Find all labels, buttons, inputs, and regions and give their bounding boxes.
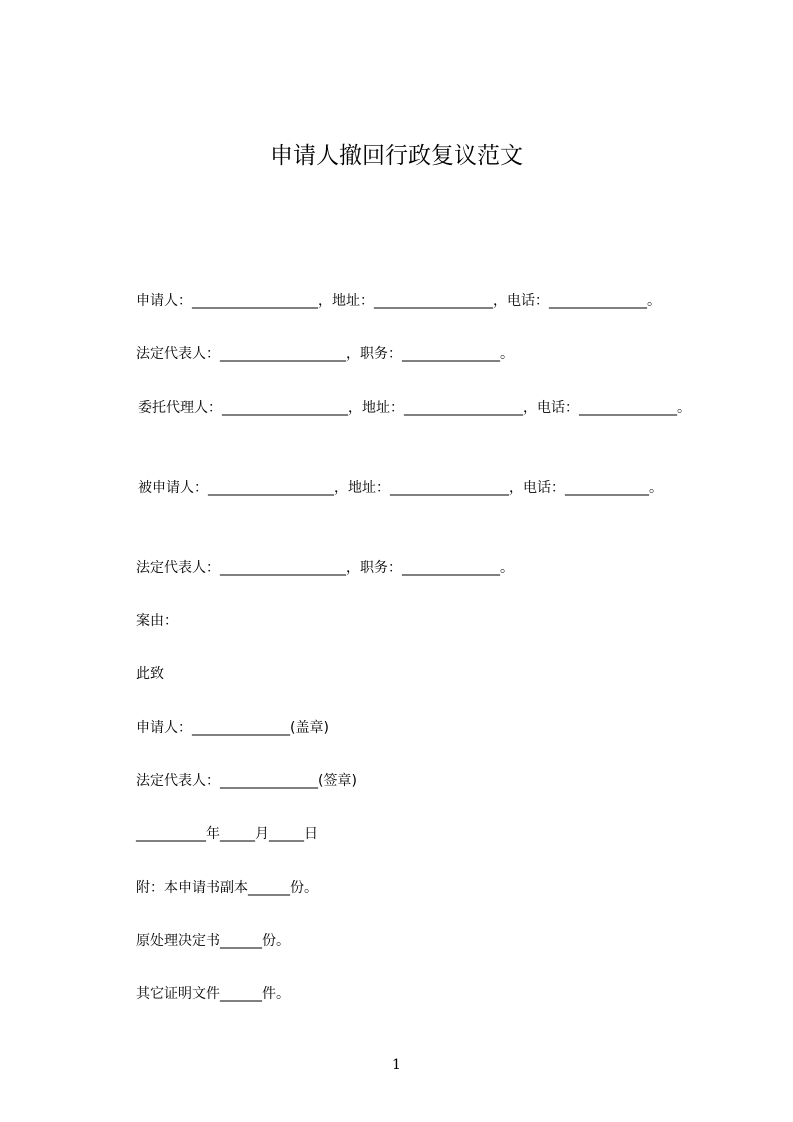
attachment-evidence-line: 其它证明文件______件。 xyxy=(136,986,290,1002)
date-line: __________年_____月_____日 xyxy=(136,826,318,842)
respondent-line-text: 被申请人：__________________，地址：_________________，电话：____________。 xyxy=(138,480,663,496)
attachment-original-decision-line: 原处理决定书______份。 xyxy=(136,933,290,949)
attachment-copy-line: 附：本申请书副本______份。 xyxy=(136,880,318,896)
salutation-line: 此致 xyxy=(136,666,164,682)
legal-rep-signature-line: 法定代表人：______________(签章) xyxy=(136,773,357,789)
agent-line-text: 委托代理人：__________________，地址：_________________，电话：______________。 xyxy=(138,400,691,416)
page-title: 申请人撤回行政复议范文 xyxy=(270,143,523,169)
applicant-legal-rep-line: 法定代表人：__________________，职务：______________。 xyxy=(136,346,514,362)
case-cause-line: 案由： xyxy=(136,613,178,629)
respondent-legal-rep-line: 法定代表人：__________________，职务：______________。 xyxy=(136,560,514,576)
agent-line xyxy=(104,394,706,422)
applicant-seal-line: 申请人：______________(盖章) xyxy=(136,720,329,736)
page-number: 1 xyxy=(392,1057,401,1073)
respondent-line xyxy=(104,474,706,502)
applicant-line: 申请人：__________________，地址：_________________，电话：______________。 xyxy=(136,293,661,309)
